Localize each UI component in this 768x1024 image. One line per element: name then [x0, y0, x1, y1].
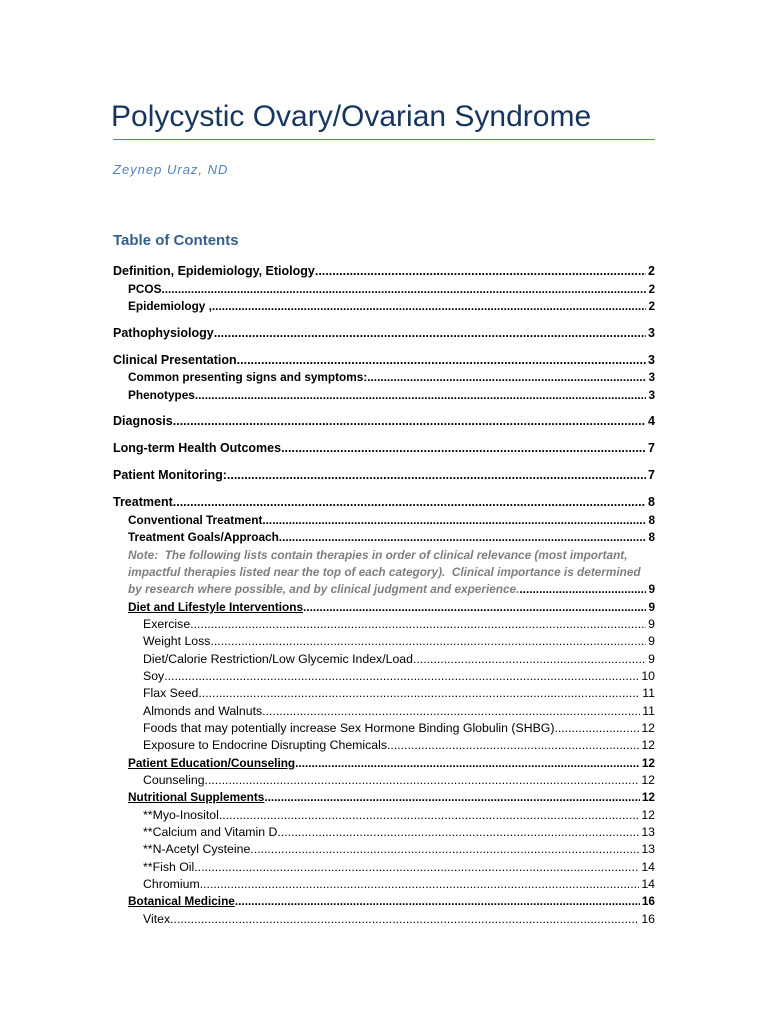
toc-entry-page: 12: [639, 807, 655, 824]
toc-entry-treatment[interactable]: [113, 493, 655, 512]
toc-entry-common-signs-symptoms[interactable]: [113, 369, 655, 386]
toc-entry-title: Flax Seed: [143, 686, 199, 701]
toc-entry-title: Nutritional Supplements: [128, 790, 265, 805]
toc-entry-page: 12: [639, 772, 655, 789]
toc-entry-title: Weight Loss: [143, 634, 211, 649]
toc-entry-page: 9: [646, 651, 655, 668]
toc-entry-page: 9: [646, 633, 655, 650]
toc-entry-botanical-medicine[interactable]: [113, 893, 655, 910]
toc-entry-title: Exposure to Endocrine Disrupting Chemicals: [143, 738, 388, 753]
toc-entry-page: 14: [639, 859, 655, 876]
toc-entry-title: Patient Education/Counseling: [128, 755, 296, 770]
toc-entry-page: 3: [646, 369, 655, 386]
toc-entry-page: 13: [639, 841, 655, 858]
toc-entry-flax-seed[interactable]: [113, 685, 655, 702]
toc-entry-page: 9: [646, 616, 655, 633]
toc-entry-title: Soy: [143, 668, 165, 683]
toc-entry-title: **Calcium and Vitamin D: [143, 825, 278, 840]
toc-entry-soy[interactable]: [113, 668, 655, 685]
toc-entry-title: Chromium: [143, 877, 200, 892]
toc-entry-page: 7: [646, 439, 655, 458]
toc-entry-exercise[interactable]: [113, 616, 655, 633]
toc-entry-page: 3: [646, 387, 655, 404]
toc-entry-page: 11: [640, 703, 655, 720]
toc-entry-chromium[interactable]: [113, 876, 655, 893]
toc-entry-diagnosis[interactable]: [113, 412, 655, 431]
toc-entry-title: **Fish Oil: [143, 859, 195, 874]
toc-entry-definition-epidemiology-etiology[interactable]: [113, 262, 655, 281]
toc-entry-pathophysiology[interactable]: [113, 324, 655, 343]
toc-entry-page: 2: [646, 281, 655, 298]
toc-entry-page: 12: [640, 755, 655, 772]
toc-entry-page: 3: [646, 324, 655, 343]
toc-entry-long-term-health-outcomes[interactable]: [113, 439, 655, 458]
title-divider: [113, 139, 655, 140]
toc-entry-fish-oil[interactable]: [113, 859, 655, 876]
toc-entry-conventional-treatment[interactable]: [113, 512, 655, 529]
toc-entry-page: 3: [646, 351, 655, 370]
toc-entry-endocrine-disrupting-chemicals[interactable]: [113, 737, 655, 754]
document-title: Polycystic Ovary/Ovarian Syndrome: [111, 100, 592, 133]
toc-entry-title: Counseling: [143, 773, 205, 788]
toc-entry-patient-monitoring[interactable]: [113, 466, 655, 485]
toc-entry-title: Treatment Goals/Approach: [128, 530, 279, 545]
toc-entry-phenotypes[interactable]: [113, 387, 655, 404]
toc-heading: Table of Contents: [113, 232, 239, 249]
toc-entry-epidemiology[interactable]: [113, 298, 655, 315]
toc-entry-title: Pathophysiology: [113, 325, 214, 340]
toc-entry-title: Treatment: [113, 495, 173, 510]
toc-entry-title: Patient Monitoring:: [113, 468, 227, 483]
toc-entry-page: 2: [646, 262, 655, 281]
toc-entry-page: 16: [639, 911, 655, 928]
toc-entry-counseling[interactable]: [113, 772, 655, 789]
toc-entry-diet-calorie-restriction[interactable]: [113, 651, 655, 668]
toc-entry-foods-increase-shbg[interactable]: [113, 720, 655, 737]
toc-entry-page: 9: [646, 581, 655, 598]
toc-entry-clinical-presentation[interactable]: [113, 351, 655, 370]
toc-entry-title: Conventional Treatment: [128, 512, 263, 527]
toc-entry-note-text: Note: The following lists contain therapies in order of clinical relevance (most important, impactful therapies listed near the top of each category). Clinical importance is determined by research where possible, and by clinical judgment and experience.: [128, 547, 644, 597]
toc-entry-title: Vitex: [143, 911, 171, 926]
toc-entry-title: Diet/Calorie Restriction/Low Glycemic Index/Load: [143, 651, 413, 666]
toc-entry-title: Phenotypes: [128, 387, 195, 402]
toc-entry-page: 8: [646, 529, 655, 546]
toc-entry-title: Botanical Medicine: [128, 894, 235, 909]
table-of-contents: [113, 262, 655, 928]
toc-entry-title: Exercise: [143, 616, 191, 631]
toc-entry-vitex[interactable]: [113, 911, 655, 928]
toc-entry-title: Diet and Lifestyle Interventions: [128, 599, 304, 614]
toc-entry-title: **N-Acetyl Cysteine: [143, 842, 251, 857]
toc-entry-title: Almonds and Walnuts: [143, 703, 263, 718]
toc-entry-page: 16: [640, 893, 655, 910]
toc-entry-page: 13: [639, 824, 655, 841]
toc-entry-n-acetyl-cysteine[interactable]: [113, 841, 655, 858]
toc-entry-title: PCOS: [128, 281, 162, 296]
toc-entry-page: 12: [640, 789, 655, 806]
toc-entry-page: 12: [639, 720, 655, 737]
toc-entry-title: **Myo-Inositol: [143, 807, 219, 822]
toc-entry-nutritional-supplements[interactable]: [113, 789, 655, 806]
toc-entry-title: Clinical Presentation: [113, 352, 237, 367]
toc-entry-title: Epidemiology ,: [128, 298, 212, 313]
toc-entry-note[interactable]: [113, 547, 655, 599]
toc-entry-weight-loss[interactable]: [113, 633, 655, 650]
toc-entry-title: Common presenting signs and symptoms:: [128, 370, 368, 385]
toc-entry-page: 11: [640, 685, 655, 702]
toc-entry-page: 8: [646, 493, 655, 512]
toc-entry-treatment-goals-approach[interactable]: [113, 529, 655, 546]
toc-entry-calcium-vitamin-d[interactable]: [113, 824, 655, 841]
toc-entry-title: Diagnosis: [113, 414, 173, 429]
toc-entry-almonds-walnuts[interactable]: [113, 703, 655, 720]
document-author: Zeynep Uraz, ND: [113, 162, 229, 177]
toc-entry-diet-lifestyle-interventions[interactable]: [113, 599, 655, 616]
toc-entry-myo-inositol[interactable]: [113, 807, 655, 824]
toc-entry-page: 12: [639, 737, 655, 754]
toc-entry-page: 9: [646, 599, 655, 616]
toc-entry-page: 10: [639, 668, 655, 685]
toc-entry-title: Foods that may potentially increase Sex Hormone Binding Globulin (SHBG): [143, 721, 555, 735]
toc-entry-page: 7: [646, 466, 655, 485]
toc-entry-page: 4: [646, 412, 655, 431]
toc-entry-page: 2: [646, 298, 655, 315]
toc-entry-patient-education-counseling[interactable]: [113, 755, 655, 772]
toc-entry-page: 14: [639, 876, 655, 893]
toc-entry-title: Long-term Health Outcomes: [113, 441, 282, 456]
toc-entry-page: 8: [646, 512, 655, 529]
toc-entry-title: Definition, Epidemiology, Etiology: [113, 264, 315, 278]
toc-entry-pcos[interactable]: [113, 281, 655, 298]
